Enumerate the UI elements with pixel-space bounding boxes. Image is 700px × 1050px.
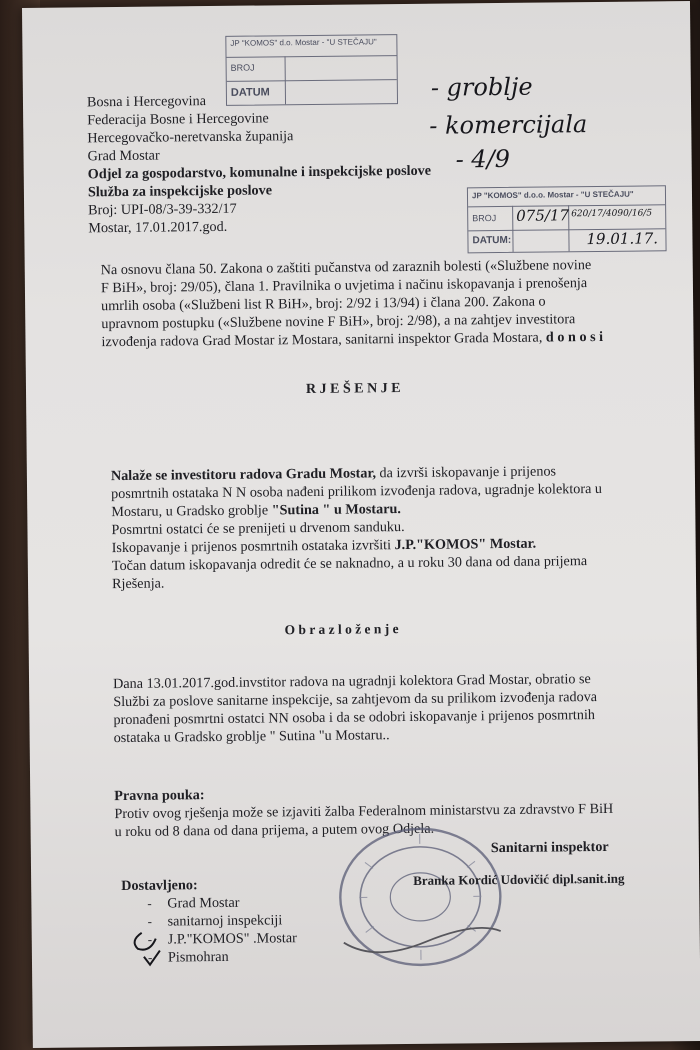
reasoning-line-1: Dana 13.01.2017.god.invstitor radova na ugradnji kolektora Grad Mostar, obratio se [113,671,591,693]
preamble-line-5-donosi: d o n o s i [545,328,604,346]
official-seal [335,821,507,973]
handwritten-note-groblje: - groblje [430,72,533,102]
delivered-item-2: sanitarnoj inspekciji [167,912,283,930]
decision-line-1-rest: da izvrši iskopavanje i prijenos [375,463,557,482]
stamp-top-header: JP "KOMOS" d.o. Mostar - "U STEČAJU" [230,37,377,48]
preamble-line-5 [101,328,603,351]
delivered-bullet-3: - [147,931,153,947]
decision-line-7: Rješenja. [111,575,165,593]
sender-line-1: Bosna i Hercegovina [86,93,207,111]
document-page [22,1,700,1048]
preamble-line-5-text: izvođenja radova Grad Mostar iz Mostara, sanitarni inspektor Grada Mostara, [101,329,543,351]
signature-name: Branka Kordić Udovičić dipl.sanit.ing [413,870,625,888]
reasoning-line-3: pronađeni posmrtni ostatci NN osoba i da se odobri iskopavanje i prijenos posmrtnih [113,707,596,729]
delivered-bullet-4: - [147,949,153,965]
legal-line-1: Protiv ovog rješenja može se izjaviti žalba Federalnom ministarstvu za zdravstvo F BiH [114,800,614,823]
document-number: Broj: UPI-08/3-39-332/17 [88,200,237,219]
preamble-line-3: umrlih osoba («Službeni list R BiH», broj: 2/92 i 13/94) i člana 200. Zakona o [101,293,546,315]
stamp-right-header: JP "KOMOS" d.o.o. Mostar - "U STEČAJU" [471,189,634,201]
document-date: Mostar, 17.01.2017.god. [88,218,228,237]
stamp-right-extra-value: 620/17/4090/16/5 [571,208,653,220]
stamp-right-datum-value: 19.01.17. [586,229,659,249]
stamp-top-broj-label: BROJ [230,62,255,73]
decision-line-4: Posmrtni ostatci će se prenijeti u drvenom sanduku. [111,519,405,539]
sender-line-4: Grad Mostar [87,147,160,165]
signature-role: Sanitarni inspektor [490,838,609,857]
reasoning-title: O b r a z l o ž e n j e [284,621,399,638]
reasoning-line-4: ostataka u Gradsko groblje " Sutina "u Mostaru.. [113,727,390,747]
delivered-bullet-2: - [147,913,152,929]
decision-line-5-text: Iskopavanje i prijenos posmrtnih ostataka izvršiti [111,537,395,557]
stamp-right-broj-label: BROJ [472,213,497,224]
registry-stamp-top [225,34,398,106]
legal-title: Pravna pouka: [114,787,205,805]
delivered-item-4: Pismohran [167,948,229,966]
sender-department: Odjel za gospodarstvo, komunalne i inspekcijske poslove [87,162,432,183]
stamp-right-datum-label: DATUM: [472,234,512,247]
stamp-right-broj-value: 075/17 [516,206,570,225]
legal-line-2: u roku od 8 dana od dana prijema, a putem ovog Odjela. [114,820,435,841]
decision-line-3-bold: "Sutina " u Mostaru. [271,501,402,519]
decision-line-3-text: Mostaru, u Gradsko groblje [111,502,272,521]
stamp-top-datum-label: DATUM [230,86,270,99]
decision-line-2: posmrtnih ostataka N N osoba nađeni prilikom izvođenja radova, ugradnje kolektora u [111,480,603,503]
delivered-item-1: Grad Mostar [167,894,240,912]
decision-line-1-bold: Nalaže se investitoru radova Gradu Mostar, [110,465,377,485]
decision-title: R J E Š E N J E [305,381,401,398]
preamble-line-2: F BiH», broj: 29/05), člana 1. Pravilnika o uvjetima i načinu iskopavanja i prenošenja [100,275,588,297]
preamble-line-4: upravnom postupku («Službene novine F BiH», broj: 2/98), a na zahtjev investitora [101,311,576,333]
decision-line-5-bold: J.P."KOMOS" Mostar. [394,535,537,554]
preamble-line-1: Na osnovu člana 50. Zakona o zaštiti pučanstva od zaraznih bolesti («Službene novine [100,257,592,279]
sender-line-3: Hercegovačko-neretvanska županija [87,128,294,147]
registry-stamp-right [467,185,667,253]
reasoning-line-2: Službi za poslove sanitarne inspekcije, sa zahtjevom da su prilikom izvođenja radova [113,689,598,711]
sender-service: Služba za inspekcijske poslove [87,182,273,201]
sender-line-2: Federacija Bosne i Hercegovine [87,110,269,129]
handwritten-note-komercijala: - komercijala [429,110,588,140]
handwritten-note-number: - 4/9 [455,144,511,174]
delivered-item-3: J.P."KOMOS" .Mostar [167,930,297,948]
delivered-title: Dostavljeno: [121,877,198,895]
decision-line-6: Točan datum iskopavanja odredit će se naknadno, a u roku 30 dana od dana prijema [111,553,588,575]
handwritten-checkmarks [123,902,184,973]
delivered-bullet-1: - [147,895,152,911]
